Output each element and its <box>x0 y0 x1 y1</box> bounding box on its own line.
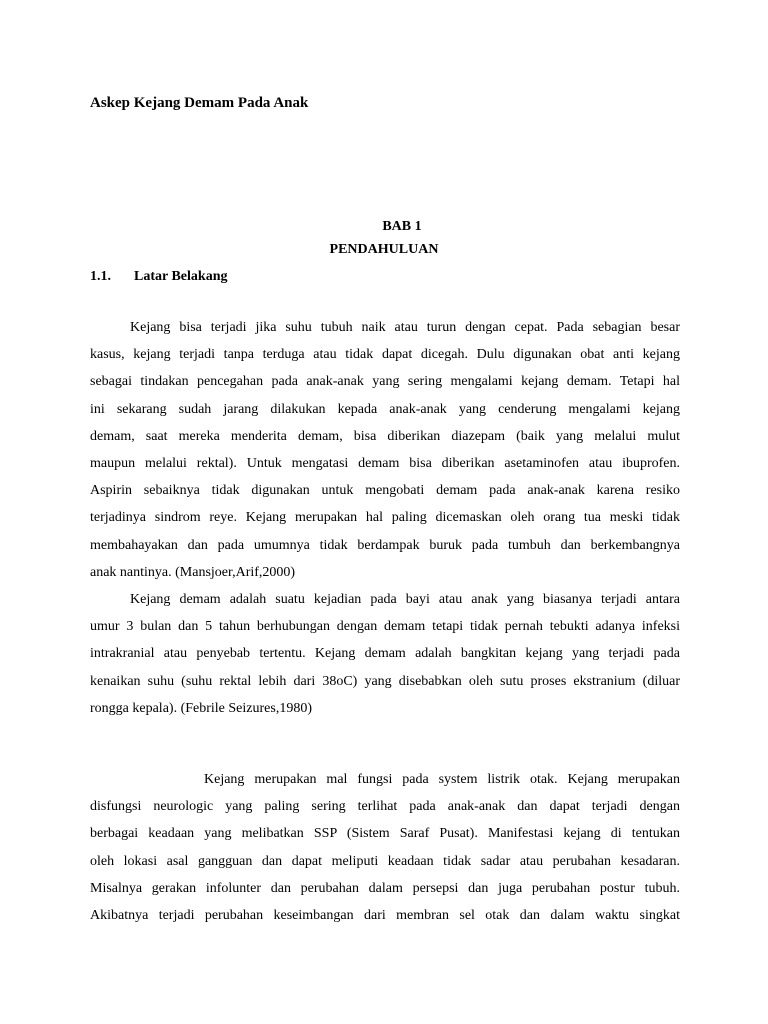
paragraph-line: Akibatnya terjadi perubahan keseimbangan dari membran sel otak dan dalam waktu singkat <box>90 907 680 923</box>
section-number: 1.1. <box>90 269 111 284</box>
paragraph-line: Kejang merupakan mal fungsi pada system listrik otak. Kejang merupakan <box>204 772 680 787</box>
paragraph-1 <box>90 314 680 586</box>
paragraph-line: demam, saat mereka menderita demam, bisa diberikan diazepam (baik yang melalui mulut <box>90 428 680 444</box>
paragraph-line: intrakranial atau penyebab tertentu. Kejang demam adalah bangkitan kejang yang terjadi pada <box>90 646 680 662</box>
paragraph-2 <box>90 586 680 722</box>
paragraph-line: membahayakan dan pada umumnya tidak berdampak buruk pada tumbuh dan berkembangnya <box>90 537 680 553</box>
paragraph-line: umur 3 bulan dan 5 tahun berhubungan dengan demam tetapi tidak pernah tebukti adanya infeksi <box>90 619 680 635</box>
paragraph-line: kenaikan suhu (suhu rektal lebih dari 38oC) yang disebabkan oleh sutu proses ekstranium (diluar <box>90 673 680 689</box>
section-title: Latar Belakang <box>134 269 228 284</box>
chapter-heading: BAB 1 <box>382 219 422 234</box>
paragraph-line: Aspirin sebaiknya tidak digunakan untuk mengobati demam pada anak-anak karena resiko <box>90 483 680 499</box>
section-heading <box>90 267 227 287</box>
paragraph-line: anak nantinya. (Mansjoer,Arif,2000) <box>90 564 296 580</box>
paragraph-line: Kejang demam adalah suatu kejadian pada bayi atau anak yang biasanya terjadi antara <box>130 592 680 607</box>
paragraph-line: kasus, kejang terjadi tanpa terduga atau tidak dapat dicegah. Dulu digunakan obat anti kejang <box>90 347 680 363</box>
document-title: Askep Kejang Demam Pada Anak <box>90 95 309 111</box>
paragraph-line: terjadinya sindrom reye. Kejang merupakan hal paling dicemaskan oleh orang tua meski tidak <box>90 510 680 526</box>
paragraph-3 <box>90 766 680 929</box>
paragraph-line: oleh lokasi asal gangguan dan dapat meliputi keadaan tidak sadar atau perubahan kesadaran. <box>90 853 680 869</box>
chapter-title: PENDAHULUAN <box>329 242 439 257</box>
paragraph-line: rongga kepala). (Febrile Seizures,1980) <box>90 700 312 716</box>
paragraph-line: Kejang bisa terjadi jika suhu tubuh naik atau turun dengan cepat. Pada sebagian besar <box>130 320 680 335</box>
paragraph-line: sebagai tindakan pencegahan pada anak-anak yang sering mengalami kejang demam. Tetapi hal <box>90 374 680 390</box>
paragraph-line: ini sekarang sudah jarang dilakukan kepada anak-anak yang cenderung mengalami kejang <box>90 401 680 417</box>
paragraph-line: maupun melalui rektal). Untuk mengatasi demam bisa diberikan asetaminofen atau ibuprofen. <box>90 455 680 471</box>
paragraph-line: disfungsi neurologic yang paling sering terlihat pada anak-anak dan dapat terjadi dengan <box>90 799 680 815</box>
paragraph-line: Misalnya gerakan infolunter dan perubahan dalam persepsi dan juga perubahan postur tubuh. <box>90 880 680 896</box>
paragraph-line: berbagai keadaan yang melibatkan SSP (Sistem Saraf Pusat). Manifestasi kejang di tentukan <box>90 826 680 842</box>
